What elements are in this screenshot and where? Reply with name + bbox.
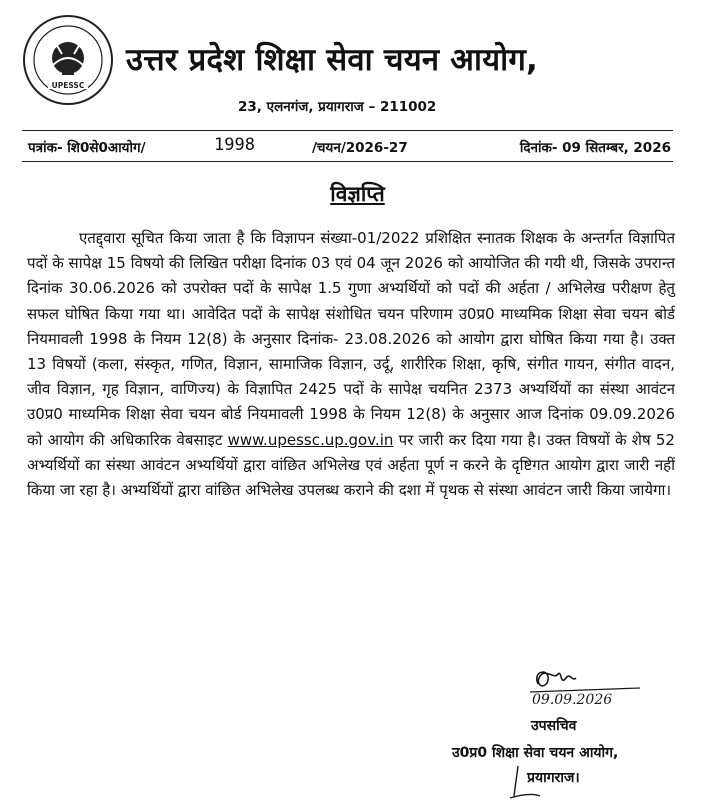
notice-body — [27, 226, 675, 503]
notice-body-part1: एतद्द्वारा सूचित किया जाता है कि विज्ञापन संख्या-01/2022 प्रशिक्षित स्नातक शिक्षक के अन्तर्गत विज्ञापित पदों के सापेक्ष 15 विषयो की लिखित परीक्षा दिनांक 03 एवं 04 जून 2026 को आयोजित की गयी थी, जिसके उपरान्त दिनांक 30.06.2026 को उपरोक्त पदों के सापेक्ष 1.5 गुणा अभ्यर्थियों को पदों की अर्हता / अभिलेख परीक्षण हेतु सफल घोषित किया गया था। आवेदित पदों के सापेक्ष संशोधित चयन परिणाम उ0प्र0 माध्यमिक शिक्षा सेवा चयन बोर्ड नियमावली 1998 के नियम 12(8) के अनुसार दिनांक- 23.08.2026 को आयोग द्वारा घोषित किया गया है। उक्त 13 विषयों (कला, संस्कृत, गणित, विज्ञान, सामाजिक विज्ञान, उर्दू, शारीरिक शिक्षा, कृषि, संगीत गायन, संगीत वादन, जीव विज्ञान, गृह विज्ञान, वाणिज्य) के विज्ञापित 2425 पदों के सापेक्ष चयनित 2373 अभ्यर्थियों का संस्था आवंटन उ0प्र0 माध्यमिक शिक्षा सेवा चयन बोर्ड नियमावली 1998 के नियम 12(8) के अनुसार आज दिनांक 09.09.2026 को आयोग की अधिकारिक वेबसाइट — [27, 229, 675, 449]
handwritten-tick-mark — [500, 762, 580, 802]
svg-text:UPESSC: UPESSC — [51, 81, 85, 90]
notice-title: विज्ञप्ति — [330, 182, 385, 206]
letter-number-label: पत्रांक- शि0से0आयोग/ — [28, 140, 146, 156]
signatory-designation: उपसचिव — [531, 718, 577, 734]
upessc-seal-logo — [22, 14, 114, 106]
organization-address: 23, एलनगंज, प्रयागराज – 211002 — [238, 99, 437, 115]
notice-body-part2: पर जारी कर दिया गया है। उक्त विषयों के शेष 52 अभ्यर्थियों का संस्था आवंटन अभ्यर्थियों द्वारा वांछित अभिलेख एवं अर्हता पूर्ण न करने के दृष्टिगत आयोग द्वारा जारी नहीं किया जा रहा है। अभ्यर्थियों द्वारा वांछित अभिलेख उपलब्ध कराने की दशा में पृथक से संस्था आवंटन जारी किया जायेगा। — [27, 430, 675, 500]
reference-row — [22, 130, 673, 162]
handwritten-letter-number: 1998 — [214, 135, 255, 155]
selection-reference: /चयन/2026-27 — [312, 140, 408, 156]
signatory-organization: उ0प्र0 शिक्षा सेवा चयन आयोग, — [452, 745, 619, 761]
signature-date: 09.09.2026 — [532, 692, 613, 708]
signatory-city: प्रयागराज। — [527, 770, 580, 786]
organization-title: उत्तर प्रदेश शिक्षा सेवा चयन आयोग, — [126, 42, 539, 78]
letter-date: दिनांक- 09 सितम्बर, 2026 — [519, 140, 671, 156]
website-link[interactable]: www.upessc.up.gov.in — [227, 430, 394, 449]
